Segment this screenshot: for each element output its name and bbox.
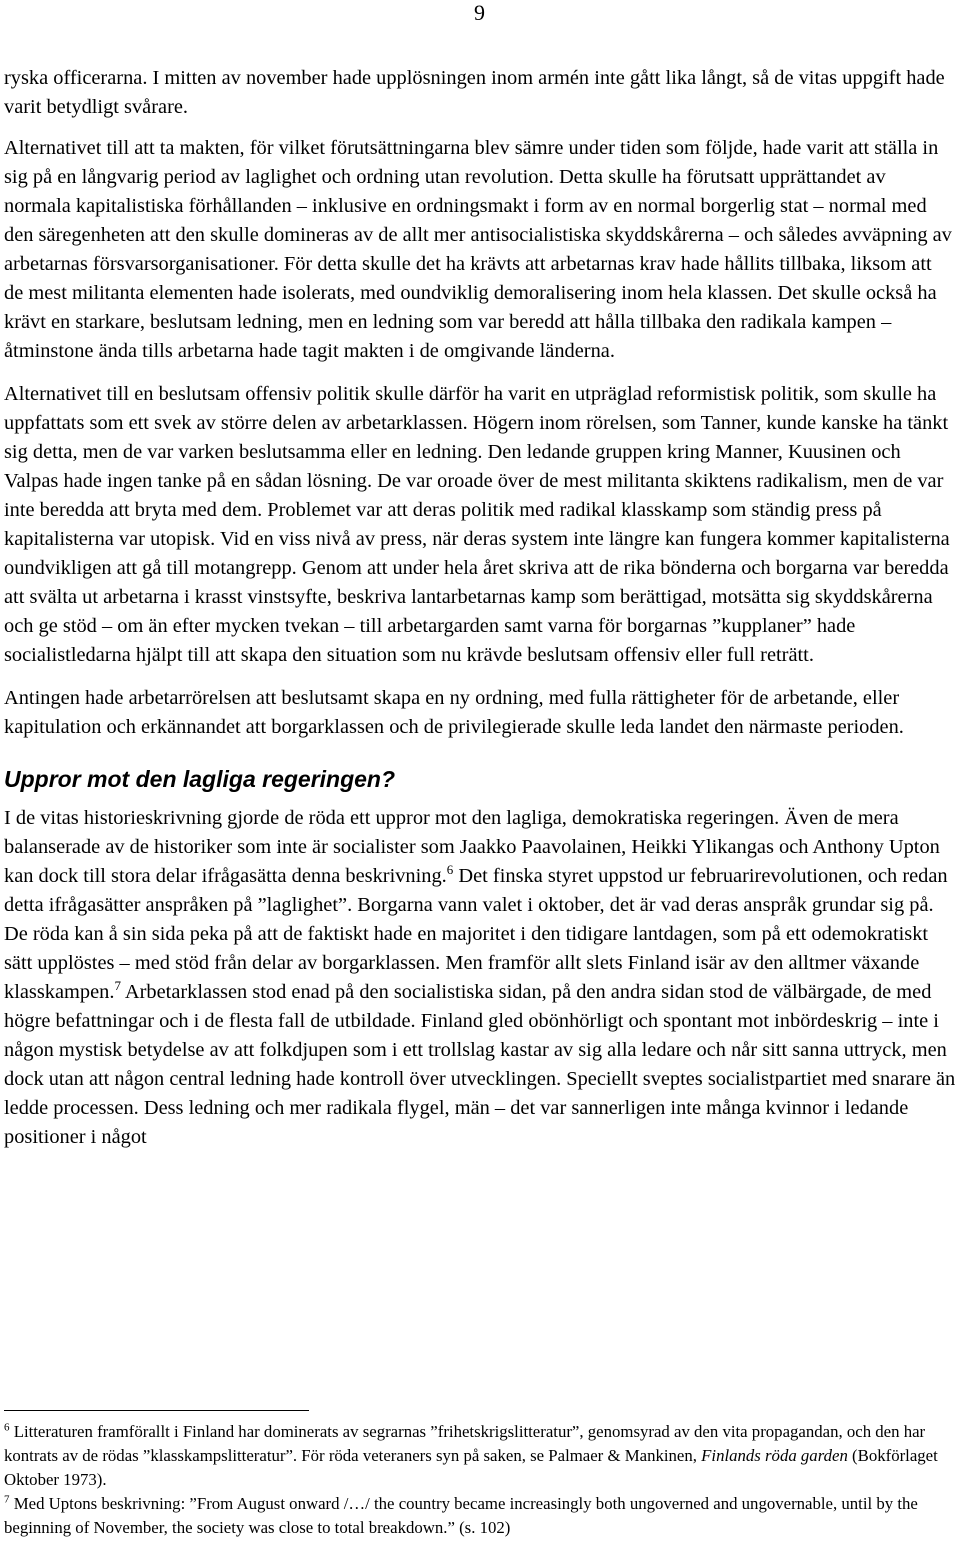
paragraph: Alternativet till en beslutsam offensiv politik skulle därför ha varit en utpräglad reformistisk politik, som skulle ha uppfattats som ett svek av större delen av arbetarklassen. Högern inom rörelsen, som Tanner, kunde kanske ha tänkt sig detta, men de var varken beslutsamma eller en ledning. Den ledande gruppen kring Manner, Kuusinen och Valpas hade ingen tanke på en sådan lösning. De var oroade över de mest militanta skiktens radikalism, men de var inte beredda att bryta med dem. Problemet var att deras politik med radikal klasskamp som ständig press på kapitalisterna var utopisk. Vid en viss nivå av press, när deras system inte längre kan fungera kommer kapitalisterna oundvikligen att gå till motangrepp. Genom att under hela året skriva att de rika bönderna och borgarna var beredda att svälta ut arbetarna i krasst vinstsyfte, beskriva lantarbetarnas kamp som berättigad, motsätta sig skyddskårerna och ge stöd – om än efter mycken tvekan – till arbetargarden samt varna för borgarnas ”kupplaner” hade socialistledarna hjälpt till att skapa den situation som nu krävde beslutsam offensiv eller full reträtt. bbox=[4, 383, 950, 666]
footnote-reference[interactable]: 6 bbox=[446, 862, 454, 878]
section-heading: Uppror mot den lagliga regeringen? bbox=[4, 766, 396, 792]
body-text bbox=[4, 64, 956, 1152]
paragraph: Antingen hade arbetarrörelsen att beslutsamt skapa en ny ordning, med fulla rättigheter för de arbetande, eller kapitulation och erkännandet att borgarklassen och de privilegierade skulle leda landet den närmaste perioden. bbox=[4, 687, 904, 738]
paragraph-text: I de vitas historieskrivning gjorde de röda ett uppror mot den lagliga, demokratiska regeringen. Även de mera balanserade av de historiker som inte är socialister som Jaakko Paavolainen, Heikki Ylikangas och Anthony Upton kan dock till stora delar ifrågasätta denna beskrivning. bbox=[4, 807, 940, 887]
footnote-mark: 7 bbox=[4, 1493, 10, 1506]
footnote-text: Med Uptons beskrivning: ”From August onward /…/ the country became increasingly both ungoverned and ungovernable, until by the beginning of November, the society was close to total breakdown.” (s. 102) bbox=[4, 1494, 918, 1537]
book-title: Finlands röda garden bbox=[701, 1446, 848, 1465]
footnote-mark: 6 bbox=[4, 1421, 10, 1434]
page-number: 9 bbox=[474, 0, 485, 25]
footnote bbox=[4, 1420, 956, 1492]
paragraph: Alternativet till att ta makten, för vilket förutsättningarna blev sämre under tiden som följde, hade varit att ställa in sig på en långvarig period av laglighet och ordning utan revolution. Detta skulle ha förutsatt upprättandet av normala kapitalistiska förhållanden – inklusive en ordningsmakt i form av en normal borgerlig stat – normal med den säregenheten att den skulle domineras av de allt mer antisocialistiska skyddskårerna – och således avväpning av arbetarnas försvarsorganisationer. För detta skulle det ha krävts att arbetarnas krav hade hållits tillbaka, liksom att de mest militanta elementen hade isolerats, med oundviklig demoralisering inom hela klassen. Det skulle också ha krävt en starkare, beslutsam ledning, men en ledning som var beredd att hålla tillbaka den radikala kampen – åtminstone ända tills arbetarna hade tagit makten i de omgivande länderna. bbox=[4, 137, 952, 362]
footnote-reference[interactable]: 7 bbox=[114, 978, 121, 994]
footnote-divider bbox=[4, 1410, 309, 1411]
paragraph-text: Arbetarklassen stod enad på den socialistiska sidan, på den andra sidan stod de välbärgade, de med högre befattningar och i de flesta fall de utbildade. Finland gled obönhörligt och spontant mot inbördeskrig – inte i någon mystisk betydelse av att folkdjupen som i ett trollslag kastar av sig alla ledare och når sitt sanna uttryck, men dock utan att någon central ledning hade kontroll över utvecklingen. Speciellt sveptes socialistpartiet med snarare än ledde processen. Dess ledning och mer radikala flygel, män – det var sannerligen inte många kvinnor i ledande positioner i något bbox=[4, 981, 956, 1148]
footnote-text: Litteraturen framförallt i Finland har dominerats av segrarnas ”frihetskrigslitteratur”, genomsyrad av den vita propagandan, och den har kontrats av de rödas ”klasskampslitteratur”. För röda veteraners syn på saken, se Palmaer & Mankinen, bbox=[4, 1422, 926, 1465]
paragraph-text: Det finska styret uppstod ur februarirevolutionen, och redan detta ifrågasätter anspråken på ”laglighet”. Borgarna vann valet i oktober, det är vad deras anspråk grundar sig på. De röda kan å sin sida peka på att de faktiskt hade en majoritet i den tidigare lantdagen, som på ett odemokratiskt sätt upplöstes – med stöd från delar av borgarklassen. Men framför allt slets Finland isär av den alltmer växande klasskampen. bbox=[4, 865, 948, 1003]
footnote bbox=[4, 1492, 956, 1540]
footnote-text: (Bokförlaget Oktober 1973). bbox=[4, 1446, 938, 1489]
paragraph: ryska officerarna. I mitten av november hade upplösningen inom armén inte gått lika långt, så de vitas uppgift hade varit betydligt svårare. bbox=[4, 67, 945, 118]
paragraph bbox=[4, 804, 956, 1152]
footnotes bbox=[4, 1420, 956, 1540]
